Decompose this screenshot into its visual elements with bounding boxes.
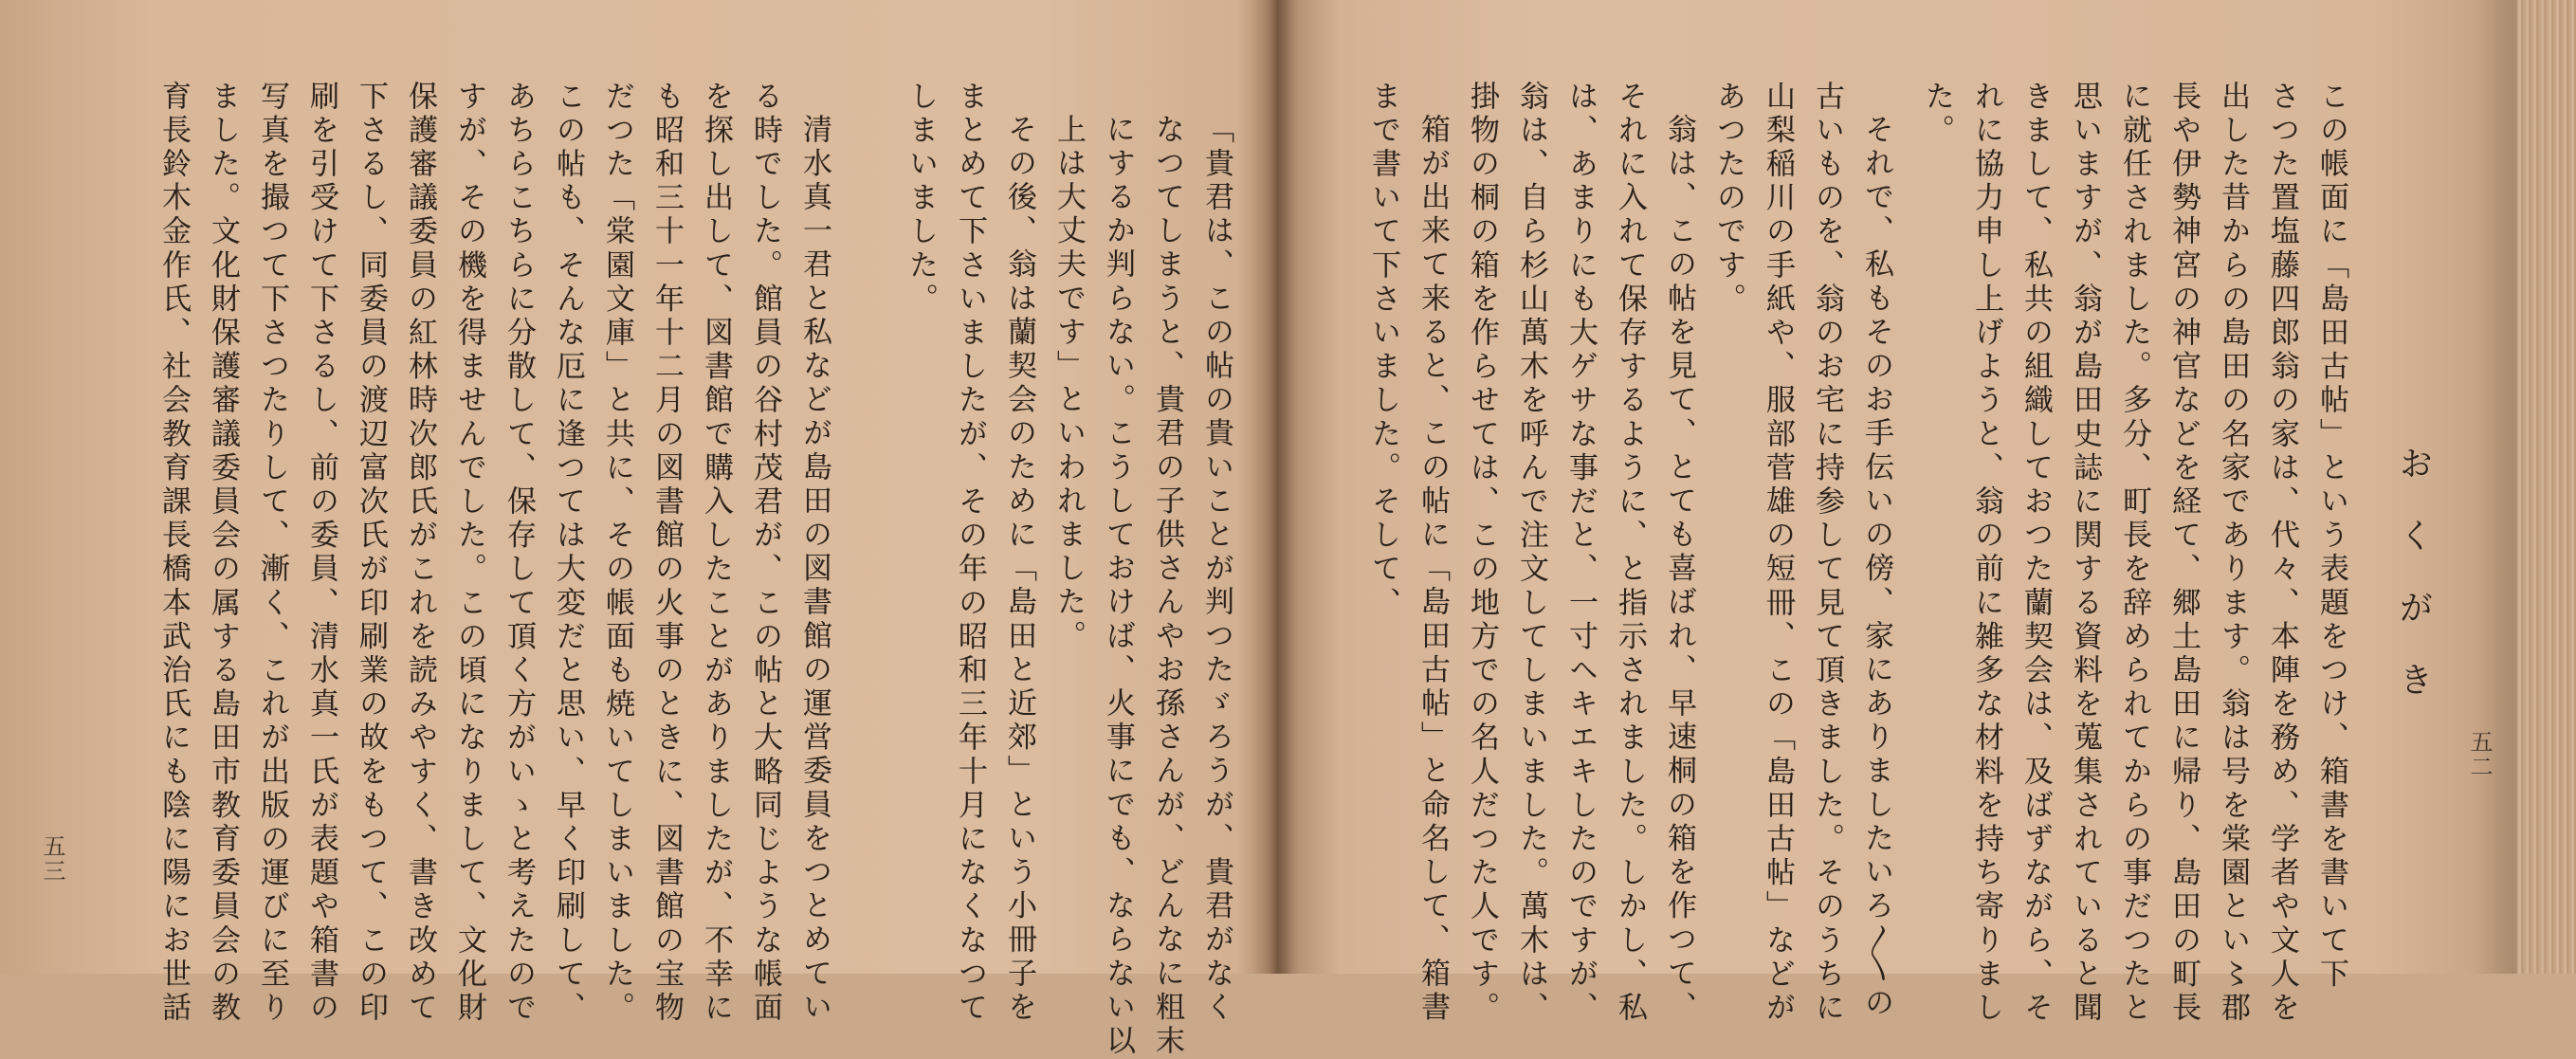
text-column: 翁は、この帖を見て、とても喜ばれ、早速桐の箱を作つて、 [1662, 114, 1696, 1026]
text-column: まとめて下さいましたが、その年の昭和三年十月になくなつて [953, 81, 987, 1026]
text-column: きまして、私共の組織しておつた蘭契会は、及ばずながら、そ [2019, 81, 2053, 1026]
text-column: も昭和三十一年十二月の図書館の火事のときに、図書館の宝物 [649, 81, 684, 1026]
text-column: 箱が出来て来ると、この帖に「島田古帖」と命名して、箱書 [1416, 114, 1450, 1026]
text-column: この帳面に「島田古帖」という表題をつけ、箱書を書いて下 [2314, 81, 2348, 993]
text-column: すが、その機を得ませんでした。この頃になりまして、文化財 [452, 81, 486, 1026]
text-column: 山梨稲川の手紙や、服部菅雄の短冊、この「島田古帖」などが [1761, 81, 1795, 1026]
text-column: 育長鈴木金作氏、社会教育課長橋本武治氏にも陰に陽にお世話 [156, 81, 191, 1026]
text-column: あちらこちらに分散して、保存して頂く方がいゝと考えたので [502, 81, 536, 1026]
text-column: 掛物の桐の箱を作らせては、この地方での名人だつた人です。 [1465, 81, 1499, 1026]
text-column: 「貴君は、この帖の貴いことが判つたゞろうが、貴君がなく [1199, 114, 1233, 1026]
page-number: 五二 [2466, 730, 2493, 779]
text-column: は、あまりにも大ゲサな事だと、一寸ヘキエキしたのですが、 [1563, 81, 1598, 1026]
text-column: この帖も、そんな厄に逢つては大変だと思い、早く印刷して、 [551, 81, 585, 1026]
text-column: さつた置塩藤四郎翁の家は、代々、本陣を務め、学者や文人を [2265, 81, 2299, 1026]
afterword-title: おくがき [2394, 446, 2433, 734]
text-column: を探し出して、図書館で購入したことがありましたが、不幸に [699, 81, 733, 1026]
text-column: なつてしまうと、貴君の子供さんやお孫さんが、どんなに粗末 [1150, 114, 1184, 1059]
text-column: だつた「棠園文庫」と共に、その帳面も焼いてしまいました。 [600, 81, 634, 1026]
text-column: 思いますが、翁が島田史誌に関する資料を蒐集されていると聞 [2068, 81, 2102, 1026]
text-column: まで書いて下さいました。そして、 [1366, 81, 1400, 621]
page-number: 五三 [39, 834, 65, 884]
right-page [1270, 0, 2576, 1026]
text-column: る時でした。館員の谷村茂君が、この帖と大略同じような帳面 [748, 81, 782, 1026]
text-column: た。 [1920, 81, 1954, 149]
text-column: 出した昔からの島田の名家であります。翁は号を棠園とい〻郡 [2216, 81, 2250, 1026]
text-column: 上は大丈夫です」といわれました。 [1051, 114, 1086, 654]
text-column: それで、私もそのお手伝いの傍、家にありましたいろ〳〵の [1859, 114, 1893, 1021]
text-column: 清水真一君と私などが島田の図書館の運営委員をつとめてい [797, 114, 831, 1026]
text-column: その後、翁は蘭契会のために「島田と近郊」という小冊子を [1002, 114, 1036, 1026]
text-column: 長や伊勢神宮の神官などを経て、郷土島田に帰り、島田の町長 [2166, 81, 2201, 1026]
text-column: 翁は、自ら杉山萬木を呼んで注文してしまいました。萬木は、 [1514, 81, 1548, 1026]
left-page [0, 0, 1270, 1059]
text-column: 写真を撮つて下さつたりして、漸く、これが出版の運びに至り [255, 81, 289, 1026]
text-column: 保護審議委員の紅林時次郎氏がこれを読みやすく、書き改めて [403, 81, 437, 1026]
page-edges [2517, 0, 2576, 974]
text-column: 刷を引受けて下さるし、前の委員、清水真一氏が表題や箱書の [304, 81, 338, 1026]
text-column: しまいました。 [904, 81, 938, 318]
text-column: にするか判らない。こうしておけば、火事にでも、ならない以 [1101, 114, 1135, 1059]
text-column: 古いものを、翁のお宅に持参して見て頂きました。そのうちに [1810, 81, 1844, 1026]
text-column: に就任されました。多分、町長を辞められてからの事だつたと [2117, 81, 2151, 1026]
text-column: あつたのです。 [1711, 81, 1745, 318]
text-column: ました。文化財保護審議委員会の属する島田市教育委員会の教 [206, 81, 240, 1026]
book-gutter [1251, 0, 1299, 974]
text-column: れに協力申し上げようと、翁の前に雑多な材料を持ち寄りまし [1969, 81, 2003, 1026]
text-column: 下さるし、同委員の渡辺富次氏が印刷業の故をもつて、この印 [354, 81, 388, 1026]
text-column: それに入れて保存するように、と指示されました。しかし、私 [1613, 81, 1647, 1026]
